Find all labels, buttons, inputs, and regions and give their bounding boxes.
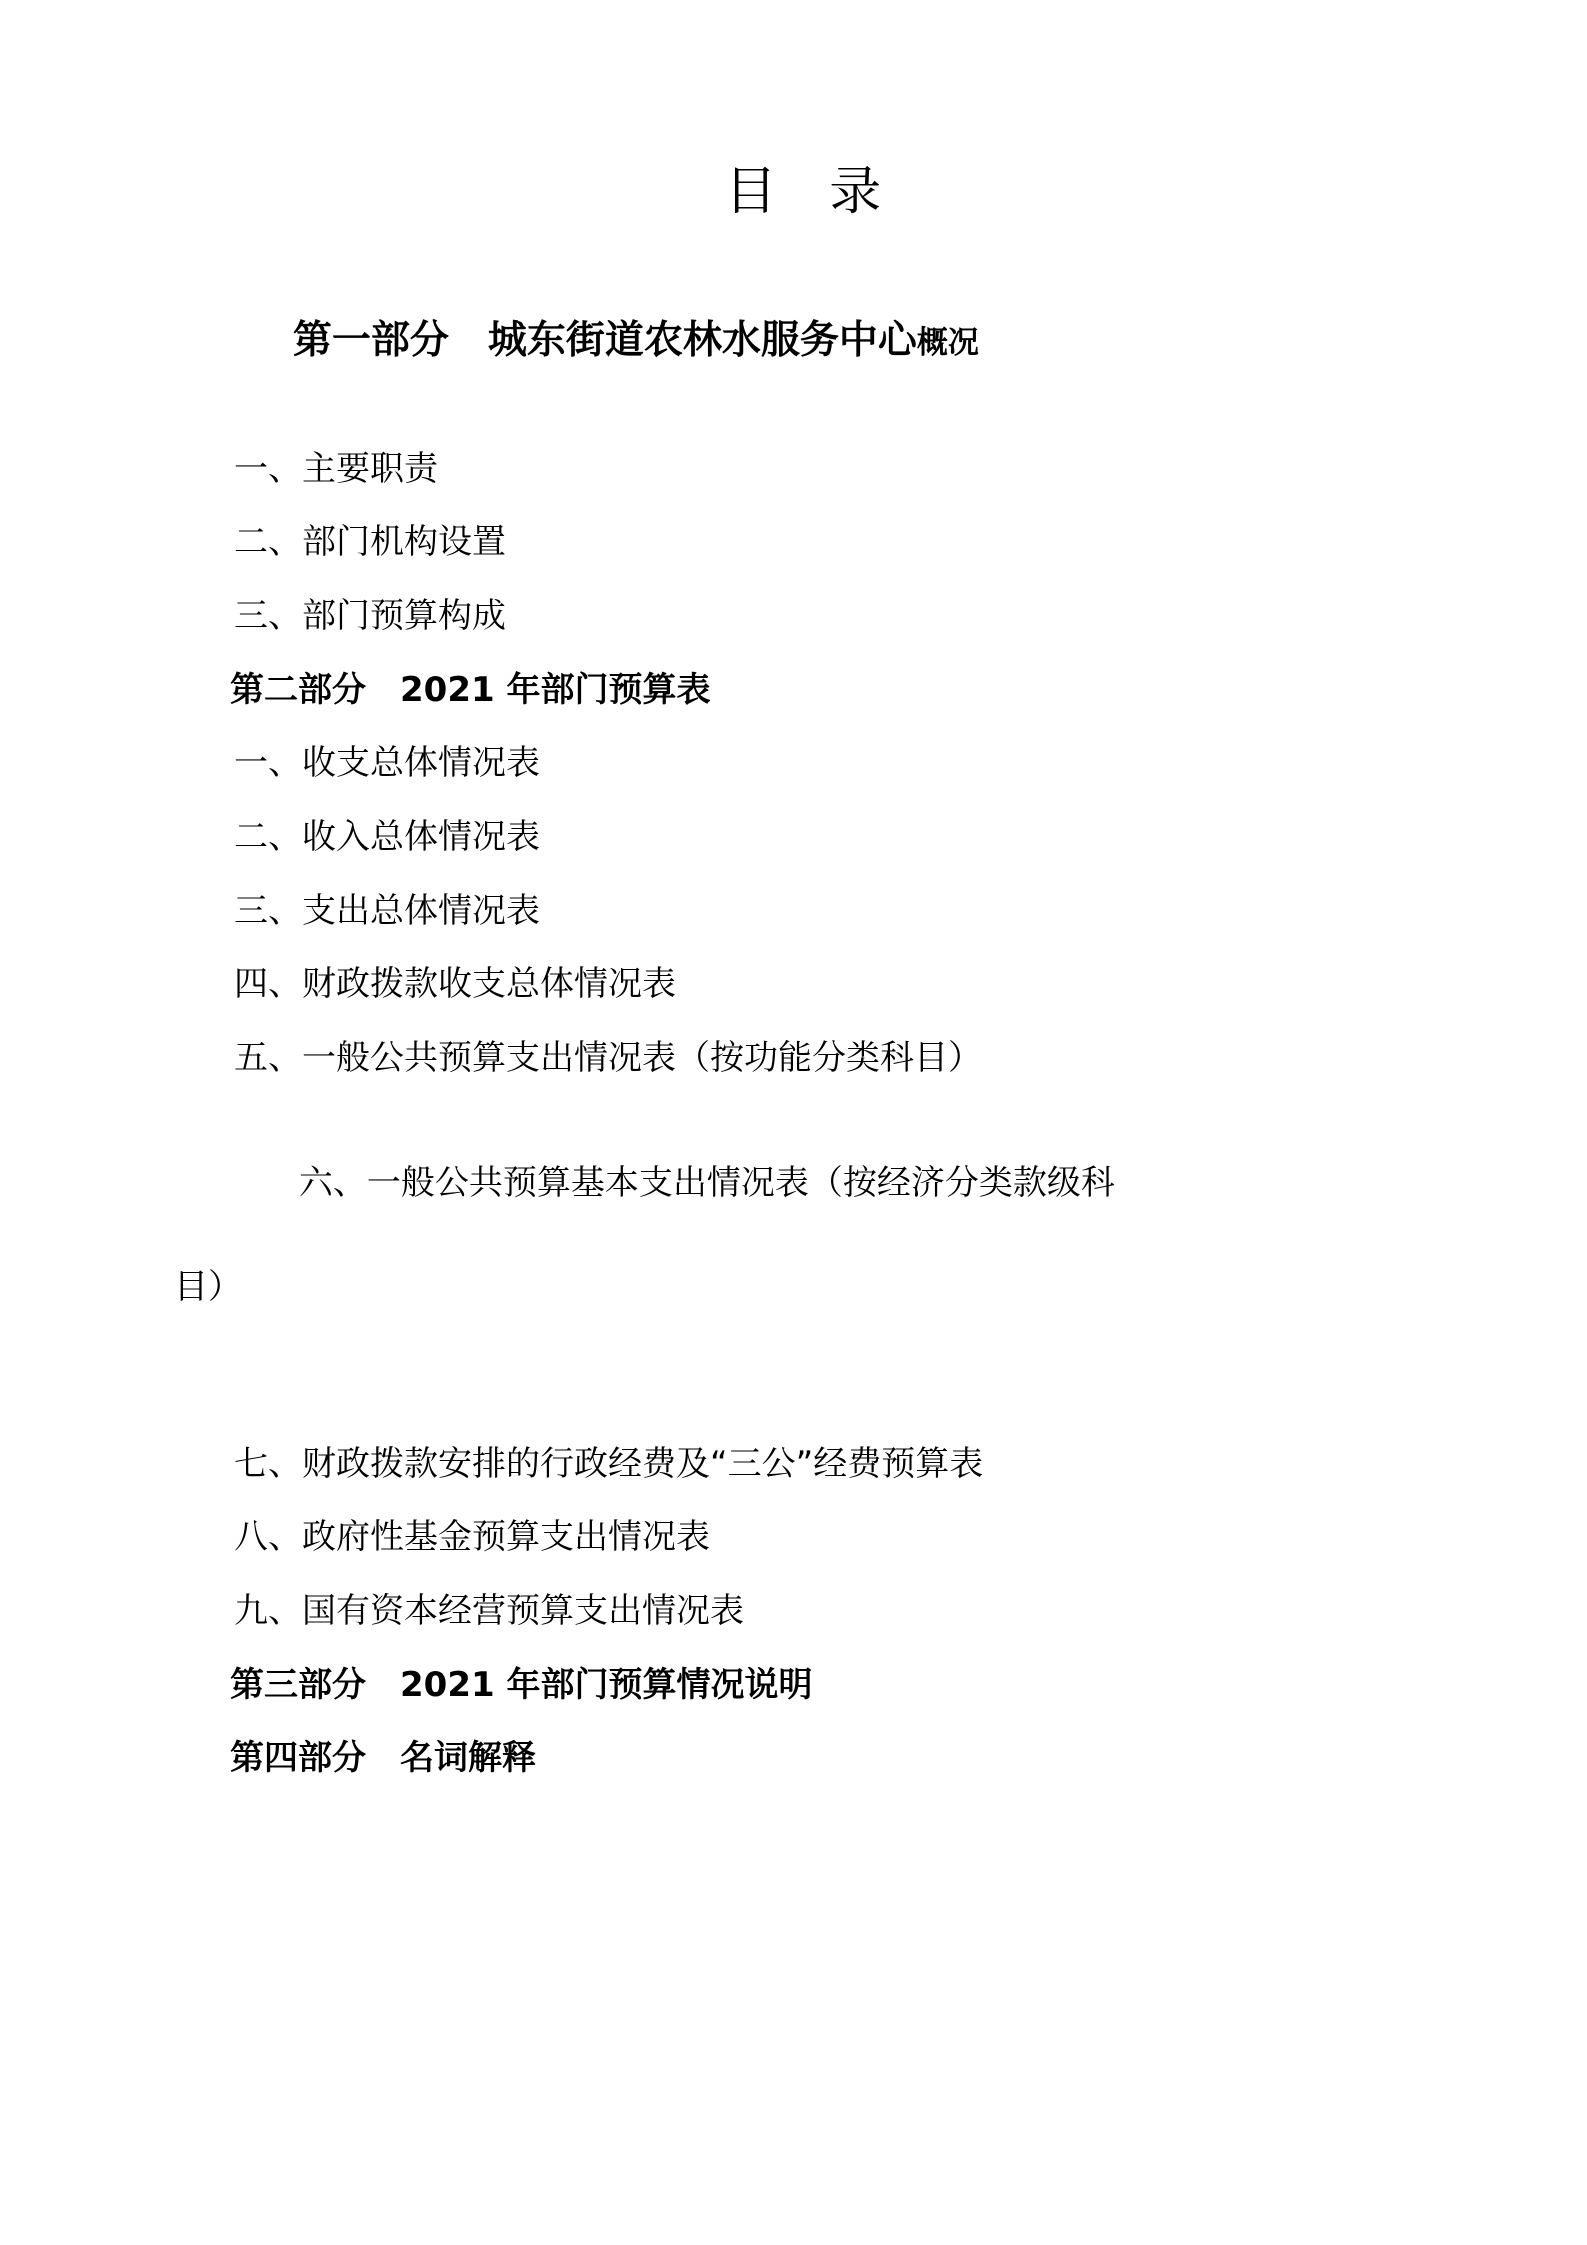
- toc-entry-2-6-line2: 目）: [174, 1266, 242, 1307]
- table-of-contents: [174, 160, 1378, 1807]
- toc-entry-1-1[interactable]: 一、主要职责: [234, 448, 438, 489]
- toc-entry-part-three[interactable]: 第三部分 2021 年部门预算情况说明: [230, 1664, 813, 1705]
- toc-entry-2-8[interactable]: 八、政府性基金预算支出情况表: [234, 1517, 710, 1558]
- toc-entry-part-one-label: 第一部分 城东街道农林水服务中心: [292, 317, 917, 363]
- toc-entry-part-two[interactable]: 第二部分 2021 年部门预算表: [230, 669, 711, 710]
- toc-entry-part-one[interactable]: [228, 259, 1378, 422]
- toc-entry-2-1[interactable]: 一、收支总体情况表: [234, 743, 540, 784]
- page-title: 目 录: [724, 162, 900, 222]
- toc-entry-1-3[interactable]: 三、部门预算构成: [234, 595, 506, 636]
- toc-entry-2-5[interactable]: 五、一般公共预算支出情况表（按功能分类科目）: [234, 1037, 982, 1078]
- toc-entry-2-7[interactable]: 七、财政拨款安排的行政经费及“三公”经费预算表: [234, 1443, 984, 1484]
- toc-entry-part-one-suffix: 概况: [916, 324, 979, 361]
- toc-entry-2-4[interactable]: 四、财政拨款收支总体情况表: [234, 964, 676, 1005]
- toc-entry-2-6-line1: 六、一般公共预算基本支出情况表（按经济分类款级科: [298, 1163, 1115, 1204]
- toc-entry-2-2[interactable]: 二、收入总体情况表: [234, 816, 540, 857]
- toc-entry-2-9[interactable]: 九、国有资本经营预算支出情况表: [234, 1591, 744, 1632]
- toc-entry-2-6[interactable]: [174, 1107, 1378, 1417]
- toc-entry-2-3[interactable]: 三、支出总体情况表: [234, 890, 540, 931]
- toc-entry-part-four[interactable]: 第四部分 名词解释: [230, 1738, 536, 1779]
- toc-entry-1-2[interactable]: 二、部门机构设置: [234, 522, 506, 563]
